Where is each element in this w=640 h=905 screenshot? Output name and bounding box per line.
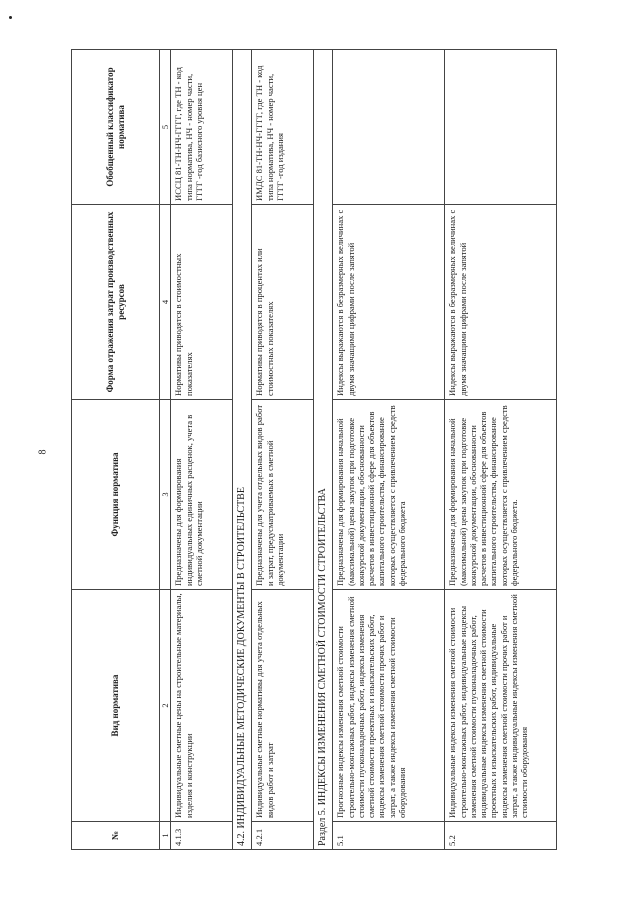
rotated-table-canvas bbox=[71, 50, 626, 850]
row-form: Нормативы приводятся в стоимостных показателях bbox=[171, 205, 233, 400]
header-form: Форма отражения затрат производственных ресурсов bbox=[72, 205, 160, 400]
row-number: 5.2 bbox=[445, 822, 557, 850]
column-number: 3 bbox=[160, 400, 171, 590]
row-number: 4.2.1 bbox=[252, 822, 314, 850]
row-form: Индексы выражаются в безразмерных величинах с двумя значащими цифрами после запятой bbox=[333, 205, 445, 400]
header-classifier: Обобщенный классификатор норматива bbox=[72, 50, 160, 205]
column-number: 4 bbox=[160, 205, 171, 400]
row-form: Индексы выражаются в безразмерных величинах с двумя значащими цифрами после запятой bbox=[445, 205, 557, 400]
header-number: № bbox=[72, 822, 160, 850]
section-heading-5: Раздел 5. ИНДЕКСЫ ИЗМЕНЕНИЯ СМЕТНОЙ СТОИМОСТИ СТРОИТЕЛЬСТВА bbox=[314, 50, 333, 850]
row-form: Нормативы приводятся в процентах или стоимостных показателях bbox=[252, 205, 314, 400]
page-number: 8 bbox=[37, 449, 49, 455]
row-number: 4.1.3 bbox=[171, 822, 233, 850]
row-function: Предназначены для формирования начальной (максимальной) цены закупок при подготовке конкурсной документации, обоснованности расчетов в инвестиционной сфере для объектов капитального строительства, финансирование которых осуществляется с привлечением средств федерального бюджета. bbox=[445, 400, 557, 590]
row-classifier bbox=[333, 50, 445, 205]
header-function: Функция норматива bbox=[72, 400, 160, 590]
column-number: 5 bbox=[160, 50, 171, 205]
column-number: 2 bbox=[160, 590, 171, 822]
row-function: Предназначены для учета отдельных видов работ и затрат, предусматриваемых в сметной документации bbox=[252, 400, 314, 590]
column-number: 1 bbox=[160, 822, 171, 850]
row-function: Предназначены для формирования индивидуальных единичных расценок, учета в сметной документации bbox=[171, 400, 233, 590]
section-heading-row bbox=[314, 50, 333, 850]
header-row bbox=[72, 50, 160, 850]
row-classifier: ИМДС 81-ТН-НЧ-ГГГГ, где ТН - код типа норматива, НЧ - номер части, ГГГГ -год издания bbox=[252, 50, 314, 205]
table-row bbox=[252, 50, 314, 850]
section-heading-4-2: 4.2. ИНДИВИДУАЛЬНЫЕ МЕТОДИЧЕСКИЕ ДОКУМЕНТЫ В СТРОИТЕЛЬСТВЕ bbox=[233, 50, 252, 850]
row-classifier: ИССЦ 81-ТН-НЧ-ГГГГ, где ТН - код типа норматива, НЧ - номер части, ГГГГ -год базисного уровня цен bbox=[171, 50, 233, 205]
row-number: 5.1 bbox=[333, 822, 445, 850]
table-row bbox=[171, 50, 233, 850]
row-type: Индивидуальные индексы изменения сметной стоимости строительно-монтажных работ, индивидуальные индексы изменения сметной стоимости пусконаладочных работ, индивидуальные индексы изменения сметной стоимости проектных и изыскательских работ, индивидуальные индексы изменения сметной стоимости прочих работ и затрат, а также индивидуальные индексы изменения сметной стоимости оборудования bbox=[445, 590, 557, 822]
row-classifier bbox=[445, 50, 557, 205]
scan-speck bbox=[9, 16, 12, 19]
column-number-row bbox=[160, 50, 171, 850]
normatives-table bbox=[71, 49, 557, 850]
section-heading-row bbox=[233, 50, 252, 850]
row-type: Индивидуальные сметные нормативы для учета отдельных видов работ и затрат bbox=[252, 590, 314, 822]
row-type: Индивидуальные сметные цены на строительные материалы, изделия и конструкции bbox=[171, 590, 233, 822]
table-row bbox=[445, 50, 557, 850]
row-type: Прогнозные индексы изменения сметной стоимости строительно-монтажных работ, индексы изменения сметной стоимости пусконаладочных работ, индексы изменения сметной стоимости проектных и изыскательских работ, индексы изменения сметной стоимости прочих работ и затрат, а также индексы изменения сметной стоимости оборудования bbox=[333, 590, 445, 822]
row-function: Предназначены для формирования начальной (максимальной) цены закупок при подготовке конкурсной документации, обоснованности расчетов в инвестиционной сфере для объектов капитального строительства, финансирование которых осуществляется с привлечением средств федерального бюджета bbox=[333, 400, 445, 590]
table-row bbox=[333, 50, 445, 850]
header-type: Вид норматива bbox=[72, 590, 160, 822]
